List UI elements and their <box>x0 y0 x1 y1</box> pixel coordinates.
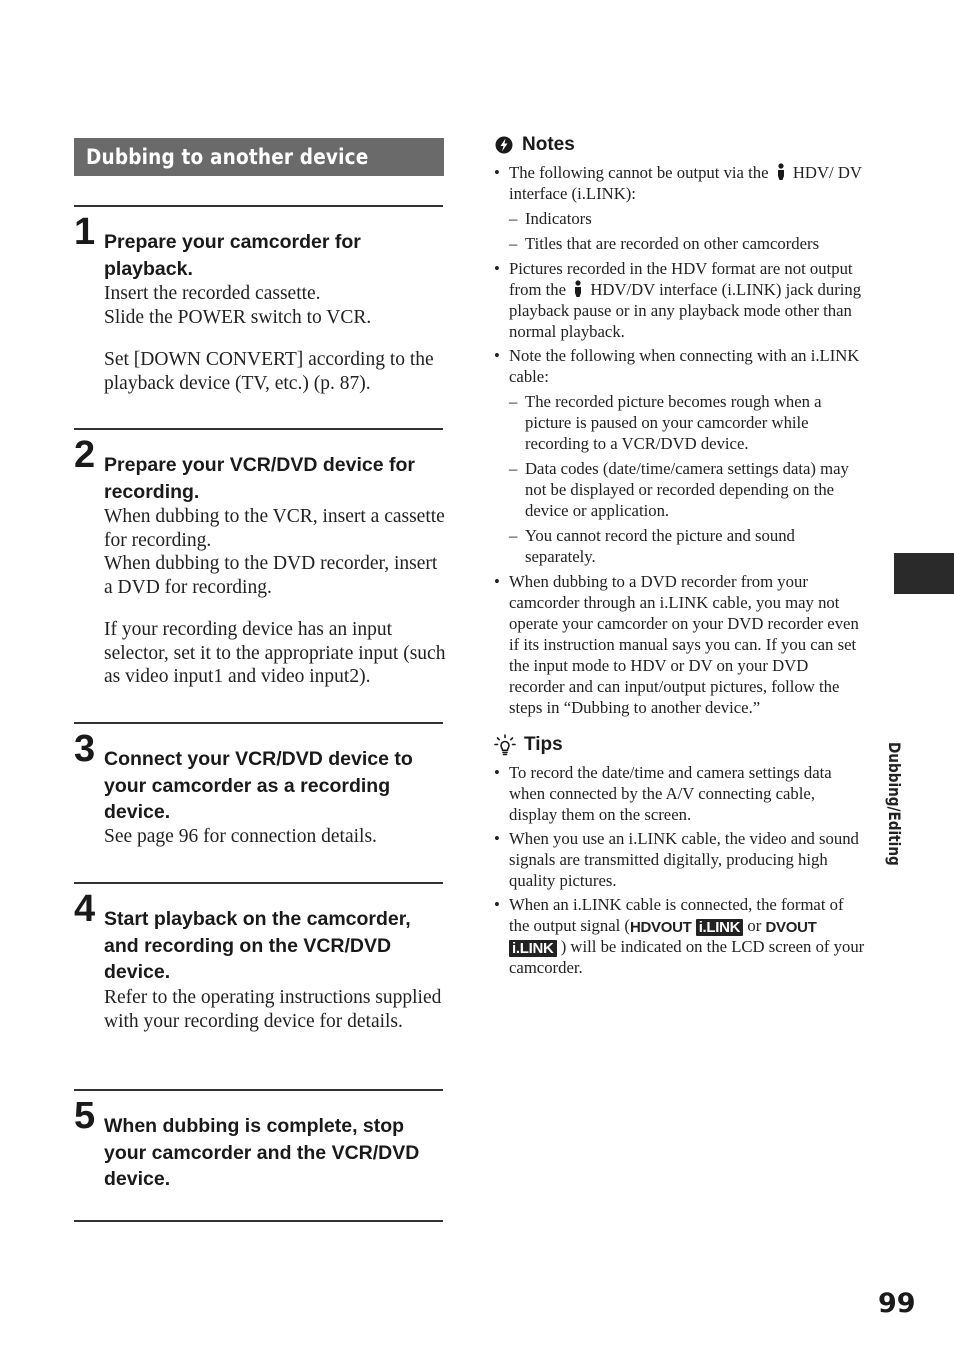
note-item <box>494 258 866 342</box>
notes-list <box>494 162 866 718</box>
page-number: 99 <box>878 1288 916 1319</box>
note-text: When dubbing to a DVD recorder from your camcorder through an i.LINK cable, you may not operate your camcorder on your DVD recorder even if its instruction manual says you can. If you can set the input mode to HDV or DV on your DVD recorder and can input/output pictures, follow the steps in “Dubbing to another device.” <box>509 572 859 717</box>
step-divider <box>74 1089 443 1091</box>
note-text: The following cannot be output via the <box>509 163 769 182</box>
step-number: 3 <box>74 728 96 770</box>
step-body <box>104 986 449 1033</box>
lightbulb-icon <box>494 734 516 756</box>
note-subitem: – You cannot record the picture and sound separately. <box>509 525 866 567</box>
ilink-badge: i.LINK <box>696 919 744 936</box>
note-item <box>494 345 866 567</box>
ilink-badge: i.LINK <box>509 940 557 957</box>
step-paragraph: Set [DOWN CONVERT] according to the playback device (TV, etc.) (p. 87). <box>104 349 434 394</box>
step-title: Start playback on the camcorder, and recording on the VCR/DVD device. <box>104 908 411 983</box>
tips-heading-text: Tips <box>524 734 563 755</box>
step-body <box>104 282 449 395</box>
step-divider <box>74 205 443 207</box>
step-divider <box>74 428 443 430</box>
step-body <box>104 505 449 689</box>
ilink-icon <box>776 163 786 181</box>
note-sublist <box>509 208 866 254</box>
note-item <box>494 571 866 718</box>
step-title: Prepare your camcorder for playback. <box>104 231 361 280</box>
note-text: Note the following when connecting with an i.LINK cable: <box>509 346 860 386</box>
dv-out-badge: DVOUT <box>765 919 817 936</box>
ilink-icon <box>573 280 583 298</box>
step-title: Prepare your VCR/DVD device for recording. <box>104 454 416 503</box>
tip-text: When an i.LINK cable is connected, the format of the output signal ( <box>509 895 844 935</box>
step-paragraph: When dubbing to the VCR, insert a cassette for recording. When dubbing to the DVD recorder, insert a DVD for recording. <box>104 506 445 598</box>
side-tab <box>894 553 954 594</box>
note-text: HDV/DV interface (i.LINK) jack during playback pause or in any playback mode other than normal playback. <box>509 280 862 341</box>
note-subitem: – Data codes (date/time/camera settings data) may not be displayed or recorded depending on the device or application. <box>509 458 866 521</box>
step-divider <box>74 882 443 884</box>
note-subitem: – Titles that are recorded on other camcorders <box>509 233 866 254</box>
tip-item: • When you use an i.LINK cable, the video and sound signals are transmitted digitally, producing high quality pictures. <box>494 828 866 891</box>
step-number: 1 <box>74 211 96 253</box>
notes-heading <box>494 132 866 158</box>
notes-icon <box>494 135 514 155</box>
step-paragraph: Insert the recorded cassette. Slide the POWER switch to VCR. <box>104 283 372 328</box>
hdv-out-badge: HDVOUT <box>629 919 692 936</box>
tips-list <box>494 762 866 978</box>
step-number: 2 <box>74 434 96 476</box>
tip-item <box>494 894 866 978</box>
step-title: Connect your VCR/DVD device to your camcorder as a recording device. <box>104 748 413 823</box>
side-tab-label: Dubbing/Editing <box>885 742 904 866</box>
step-divider <box>74 1220 443 1222</box>
right-column <box>494 132 866 981</box>
tip-text: ) will be indicated on the LCD screen of your camcorder. <box>509 937 865 977</box>
step-number: 5 <box>74 1095 96 1137</box>
step-paragraph: See page 96 for connection details. <box>104 826 377 847</box>
step-number: 4 <box>74 888 96 930</box>
note-text: Pictures recorded in the HDV format are not output from the <box>509 259 853 299</box>
note-subitem: – Indicators <box>509 208 866 229</box>
notes-heading-text: Notes <box>522 134 575 155</box>
note-subitem: – The recorded picture becomes rough when a picture is paused on your camcorder while recording to a VCR/DVD device. <box>509 391 866 454</box>
section-title: Dubbing to another device <box>86 145 369 169</box>
step-paragraph: If your recording device has an input selector, set it to the appropriate input (such as video input1 and video input2). <box>104 619 446 687</box>
section-header <box>74 138 444 176</box>
step-divider <box>74 722 443 724</box>
tip-text: or <box>747 916 762 935</box>
tip-item: • To record the date/time and camera settings data when connected by the A/V connecting cable, display them on the screen. <box>494 762 866 825</box>
note-sublist <box>509 391 866 567</box>
step-body <box>104 825 449 849</box>
tips-heading <box>494 732 866 758</box>
note-item <box>494 162 866 254</box>
step-title: When dubbing is complete, stop your camcorder and the VCR/DVD device. <box>104 1115 420 1190</box>
step-paragraph: Refer to the operating instructions supplied with your recording device for details. <box>104 987 442 1032</box>
note-text: HDV/ DV interface (i.LINK): <box>509 163 862 203</box>
